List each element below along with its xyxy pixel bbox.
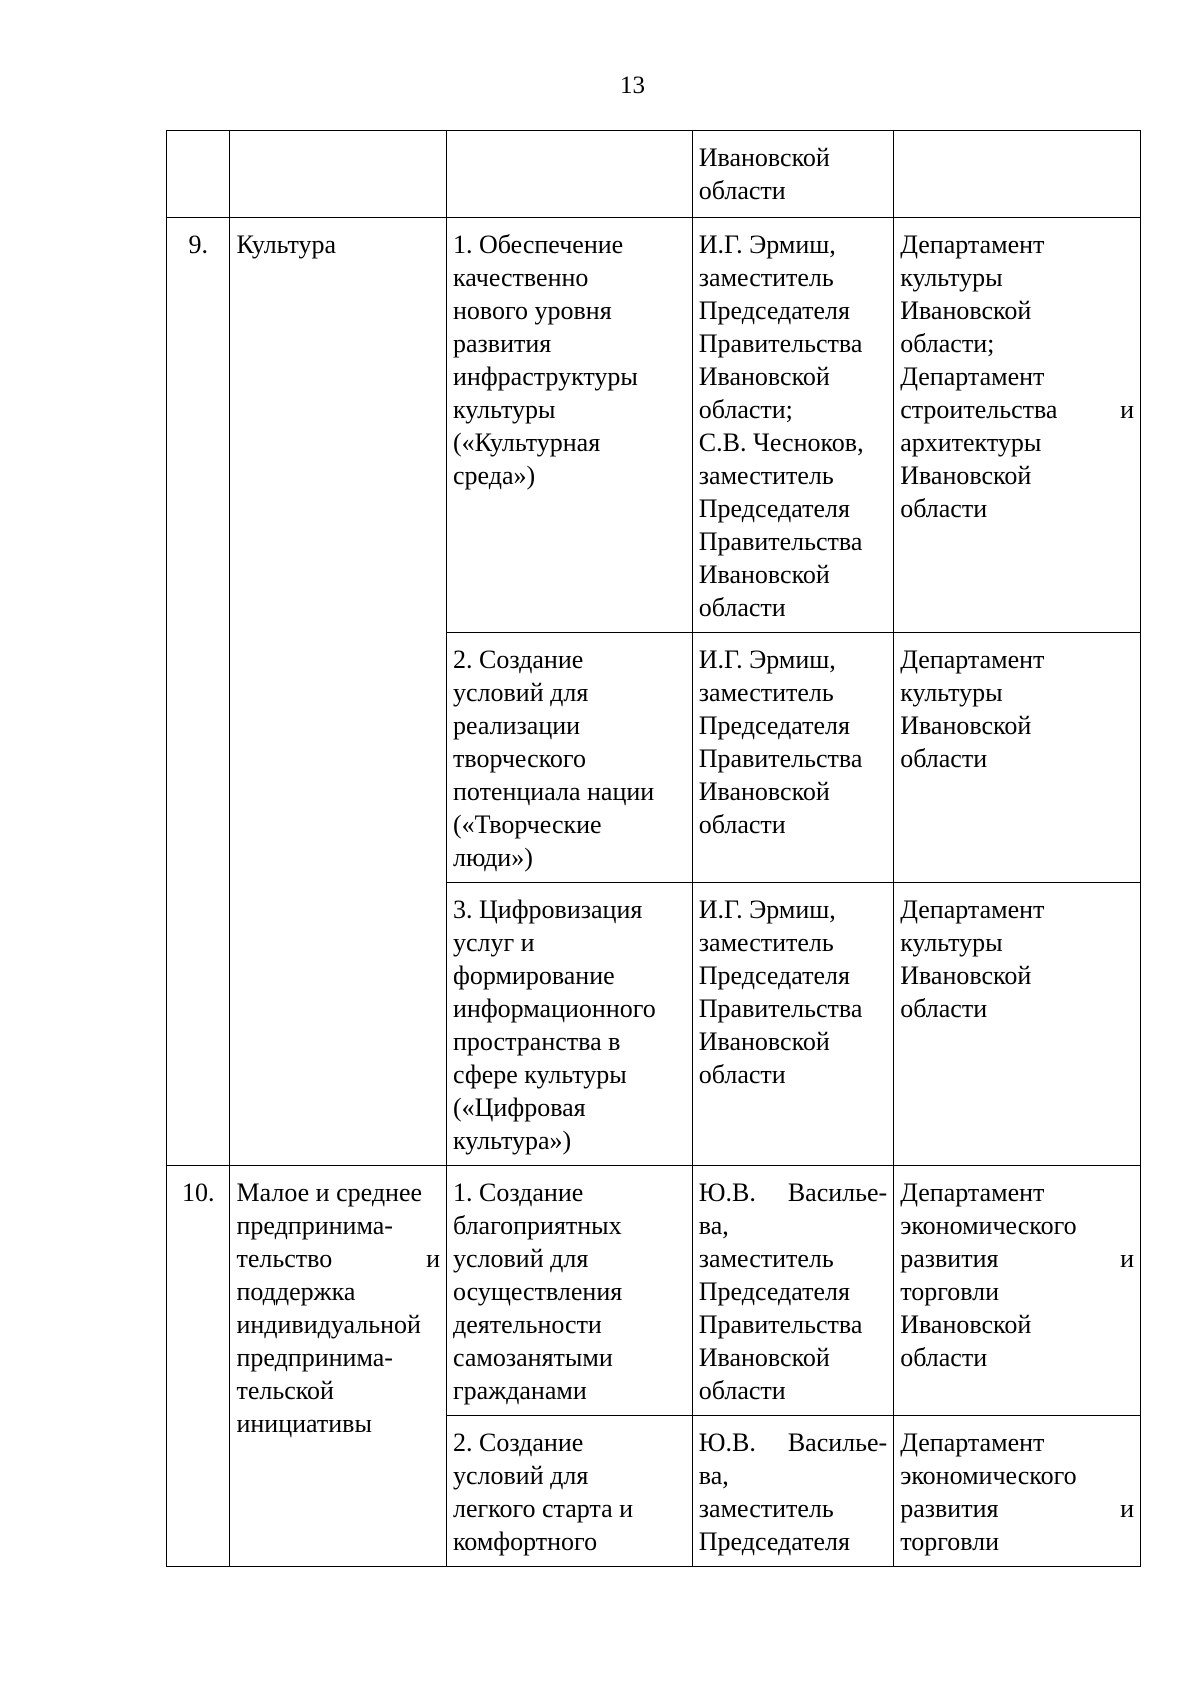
- text-line: 1. Создание: [453, 1178, 584, 1207]
- text-line: ва,: [698, 1211, 729, 1240]
- justified-text-line: [236, 1242, 440, 1275]
- text-line: качественно: [453, 263, 589, 292]
- text-line: 3. Цифровизация: [453, 895, 643, 924]
- text-line: Председателя: [698, 961, 850, 990]
- text-line: Департамент: [900, 362, 1045, 391]
- text-line: Ивановской: [900, 1310, 1032, 1339]
- text-line: Председателя: [698, 494, 850, 523]
- text-line: области: [698, 176, 786, 205]
- text-line: самозанятыми: [453, 1343, 613, 1372]
- text-word: и: [1120, 1494, 1134, 1523]
- justified-text-line: [699, 1176, 887, 1209]
- responsible-cell: [692, 633, 893, 883]
- table-row: [167, 218, 1141, 633]
- text-line: поддержка: [236, 1277, 356, 1306]
- text-line: культура»): [453, 1126, 572, 1155]
- text-line: инициативы: [236, 1409, 372, 1438]
- text-line: С.В. Чесноков,: [698, 428, 864, 457]
- text-word: Ю.В.: [698, 1428, 756, 1457]
- text-line: деятельности: [453, 1310, 602, 1339]
- text-line: сфере культуры: [453, 1060, 627, 1089]
- text-line: люди»): [453, 843, 533, 872]
- table-row: [167, 1166, 1141, 1416]
- text-line: культуры: [900, 678, 1003, 707]
- text-line: 2. Создание: [453, 645, 584, 674]
- text-word: развития: [900, 1494, 999, 1523]
- section-name-cell: [230, 218, 447, 1166]
- text-line: Департамент: [900, 230, 1045, 259]
- department-cell: [894, 218, 1141, 633]
- text-line: торговли: [900, 1277, 1000, 1306]
- text-line: культуры: [900, 263, 1003, 292]
- text-line: Ивановской: [698, 362, 830, 391]
- project-cell: [447, 883, 693, 1166]
- text-line: потенциала нации: [453, 777, 655, 806]
- text-word: и: [426, 1244, 440, 1273]
- text-line: реализации: [453, 711, 581, 740]
- text-line: области: [900, 744, 988, 773]
- text-line: Малое и среднее: [236, 1178, 423, 1207]
- section-name-cell: [230, 131, 447, 218]
- text-word: Василье-: [787, 1178, 888, 1207]
- responsible-cell: [692, 218, 893, 633]
- text-line: Ивановской: [900, 461, 1032, 490]
- text-line: комфортного: [453, 1527, 598, 1556]
- text-line: И.Г. Эрмиш,: [698, 645, 836, 674]
- project-cell: [447, 1166, 693, 1416]
- text-line: Департамент: [900, 645, 1045, 674]
- text-line: Культура: [236, 230, 337, 259]
- text-word: Василье-: [787, 1428, 888, 1457]
- text-line: области: [698, 810, 786, 839]
- text-line: Председателя: [698, 296, 850, 325]
- text-line: Ивановской: [698, 1343, 830, 1372]
- table-body: [167, 131, 1141, 1567]
- section-name-cell: [230, 1166, 447, 1567]
- project-cell: [447, 218, 693, 633]
- text-line: экономического: [900, 1461, 1077, 1490]
- text-line: Председателя: [698, 1527, 850, 1556]
- project-cell: [447, 633, 693, 883]
- text-line: Ивановской: [698, 143, 830, 172]
- department-cell: [894, 633, 1141, 883]
- text-line: индивидуальной: [236, 1310, 421, 1339]
- text-line: Ивановской: [698, 1027, 830, 1056]
- text-line: заместитель: [698, 1494, 834, 1523]
- text-line: предпринима-: [236, 1211, 393, 1240]
- department-cell: [894, 883, 1141, 1166]
- text-line: нового уровня: [453, 296, 612, 325]
- continuation-row: [167, 131, 1141, 218]
- text-line: формирование: [453, 961, 615, 990]
- projects-table: [166, 130, 1141, 1567]
- text-line: торговли: [900, 1527, 1000, 1556]
- text-line: тельской: [236, 1376, 334, 1405]
- text-line: заместитель: [698, 928, 834, 957]
- text-line: области: [698, 1376, 786, 1405]
- text-line: творческого: [453, 744, 586, 773]
- text-line: пространства в: [453, 1027, 621, 1056]
- text-line: заместитель: [698, 1244, 834, 1273]
- text-line: области;: [698, 395, 793, 424]
- text-line: условий для: [453, 1461, 589, 1490]
- section-number-cell: [167, 218, 230, 1166]
- text-line: («Культурная: [453, 428, 601, 457]
- text-line: условий для: [453, 678, 589, 707]
- text-line: области: [900, 1343, 988, 1372]
- justified-text-line: [699, 1426, 887, 1459]
- responsible-cell: [692, 1416, 893, 1567]
- text-line: Ивановской: [900, 961, 1032, 990]
- responsible-cell: [692, 131, 893, 218]
- department-cell: [894, 1416, 1141, 1567]
- text-line: инфраструктуры: [453, 362, 638, 391]
- text-line: Департамент: [900, 895, 1045, 924]
- project-cell: [447, 1416, 693, 1567]
- text-line: благоприятных: [453, 1211, 622, 1240]
- text-line: 1. Обеспечение: [453, 230, 624, 259]
- text-line: заместитель: [698, 461, 834, 490]
- section-number: 10.: [181, 1178, 215, 1207]
- text-line: области: [698, 1060, 786, 1089]
- text-word: и: [1120, 1244, 1134, 1273]
- text-line: Председателя: [698, 711, 850, 740]
- text-line: области: [900, 494, 988, 523]
- text-line: («Цифровая: [453, 1093, 586, 1122]
- text-word: тельство: [236, 1244, 333, 1273]
- text-line: Правительства: [698, 994, 863, 1023]
- text-line: среда»): [453, 461, 536, 490]
- justified-text-line: [900, 1492, 1134, 1525]
- text-line: информационного: [453, 994, 656, 1023]
- page-number: 13: [620, 72, 645, 99]
- text-line: Правительства: [698, 527, 863, 556]
- text-line: Ивановской: [698, 560, 830, 589]
- text-line: («Творческие: [453, 810, 602, 839]
- text-line: архитектуры: [900, 428, 1042, 457]
- text-line: предпринима-: [236, 1343, 393, 1372]
- text-line: Правительства: [698, 329, 863, 358]
- text-line: услуг и: [453, 928, 535, 957]
- text-line: Департамент: [900, 1428, 1045, 1457]
- section-number-cell: [167, 131, 230, 218]
- text-line: легкого старта и: [453, 1494, 634, 1523]
- text-line: заместитель: [698, 263, 834, 292]
- text-line: Правительства: [698, 744, 863, 773]
- text-line: экономического: [900, 1211, 1077, 1240]
- text-line: области;: [900, 329, 995, 358]
- text-line: культуры: [900, 928, 1003, 957]
- text-line: Правительства: [698, 1310, 863, 1339]
- text-line: области: [900, 994, 988, 1023]
- department-cell: [894, 131, 1141, 218]
- text-line: И.Г. Эрмиш,: [698, 230, 836, 259]
- project-cell: [447, 131, 693, 218]
- justified-text-line: [900, 393, 1134, 426]
- text-word: и: [1120, 395, 1134, 424]
- department-cell: [894, 1166, 1141, 1416]
- section-number: 9.: [188, 230, 208, 259]
- text-line: условий для: [453, 1244, 589, 1273]
- text-line: развития: [453, 329, 552, 358]
- text-line: Ивановской: [900, 711, 1032, 740]
- section-number-cell: [167, 1166, 230, 1567]
- responsible-cell: [692, 883, 893, 1166]
- text-line: ва,: [698, 1461, 729, 1490]
- text-line: Департамент: [900, 1178, 1045, 1207]
- text-word: Ю.В.: [698, 1178, 756, 1207]
- justified-text-line: [900, 1242, 1134, 1275]
- text-line: Ивановской: [900, 296, 1032, 325]
- text-line: гражданами: [453, 1376, 587, 1405]
- text-word: строительства: [900, 395, 1058, 424]
- text-line: культуры: [453, 395, 556, 424]
- text-line: Ивановской: [698, 777, 830, 806]
- text-word: развития: [900, 1244, 999, 1273]
- text-line: 2. Создание: [453, 1428, 584, 1457]
- text-line: области: [698, 593, 786, 622]
- text-line: Председателя: [698, 1277, 850, 1306]
- text-line: осуществления: [453, 1277, 623, 1306]
- text-line: И.Г. Эрмиш,: [698, 895, 836, 924]
- text-line: заместитель: [698, 678, 834, 707]
- responsible-cell: [692, 1166, 893, 1416]
